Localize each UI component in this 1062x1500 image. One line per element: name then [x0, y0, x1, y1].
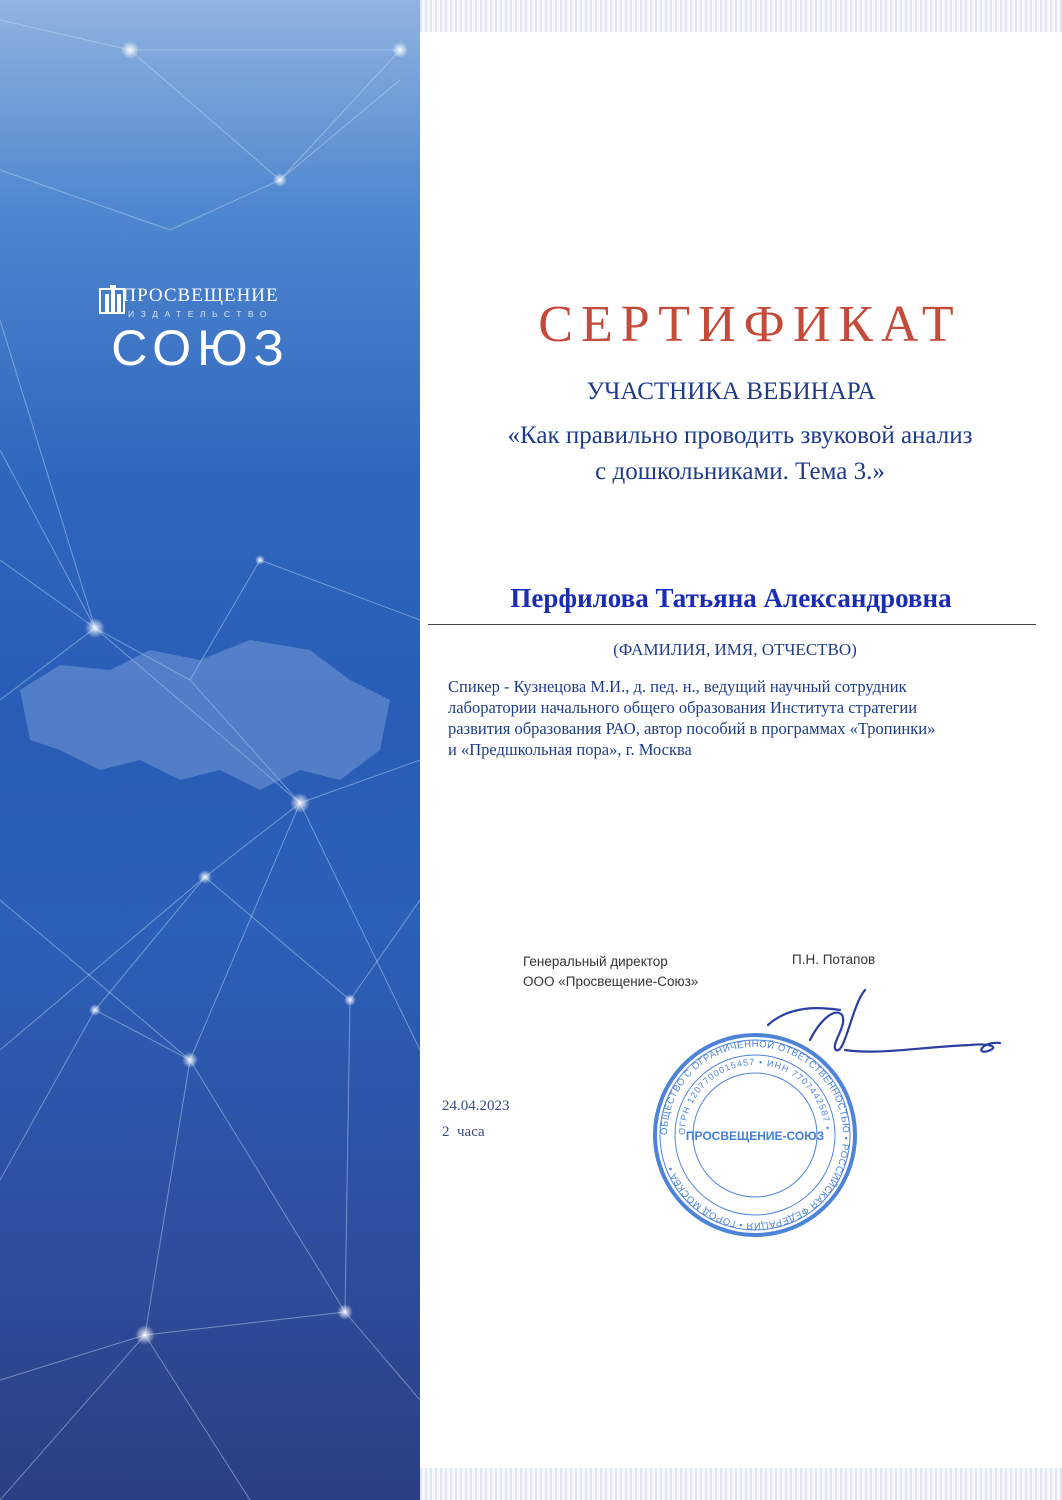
webinar-title-line-1: «Как правильно проводить звуковой анализ — [507, 422, 973, 449]
speaker-line-2: лаборатории начального общего образования Института стратегии — [448, 698, 918, 717]
logo-name: ПРОСВЕЩЕНИЕ — [122, 285, 279, 306]
webinar-title-line-2: с дошкольниками. Тема 3.» — [595, 458, 885, 485]
certificate-subtitle: УЧАСТНИКА ВЕБИНАРА — [586, 378, 876, 405]
signatory-position-line-1: Генеральный директор — [523, 954, 668, 969]
certificate-title: СЕРТИФИКАТ — [538, 296, 962, 353]
network-pattern — [0, 0, 420, 1500]
handwritten-signature — [750, 985, 1010, 1075]
issue-date: 24.04.2023 — [442, 1098, 510, 1114]
publisher-logo — [98, 285, 303, 376]
speaker-line-4: и «Предшкольная пора», г. Москва — [448, 740, 692, 759]
stamp-inner-text: ОГРН 1207700015457 • ИНН 7707442587 • — [676, 1056, 833, 1136]
signatory-position-line-2: ООО «Просвещение-Союз» — [523, 974, 699, 989]
participant-name: Перфилова Татьяна Александровна — [510, 583, 952, 613]
stamp-outer-text: ОБЩЕСТВО С ОГРАНИЧЕННОЙ ОТВЕТСТВЕННОСТЬЮ • РОССИЙСКАЯ ФЕДЕРАЦИЯ • ГОРОД МОСКВА • — [658, 1038, 852, 1232]
signatory-position — [523, 952, 698, 992]
duration-hours: 2 часа — [442, 1124, 485, 1140]
name-underline — [428, 624, 1036, 625]
building-icon — [98, 285, 126, 315]
logo-subname: ИЗДАТЕЛЬСТВО — [128, 309, 273, 319]
signatory-name: П.Н. Потапов — [792, 952, 876, 967]
webinar-title — [440, 418, 1040, 490]
stamp-center-text: ПРОСВЕЩЕНИЕ-СОЮЗ — [685, 1129, 825, 1143]
logo-brand: СОЮЗ — [111, 320, 290, 376]
certificate-content — [420, 0, 1062, 1500]
speaker-line-3: развития образования РАО, автор пособий в программах «Тропинки» — [448, 719, 936, 738]
decorative-side-panel — [0, 0, 420, 1500]
speaker-info — [448, 676, 1038, 760]
name-caption: (ФАМИЛИЯ, ИМЯ, ОТЧЕСТВО) — [613, 640, 857, 659]
speaker-line-1: Спикер - Кузнецова М.И., д. пед. н., ведущий научный сотрудник — [448, 677, 907, 696]
